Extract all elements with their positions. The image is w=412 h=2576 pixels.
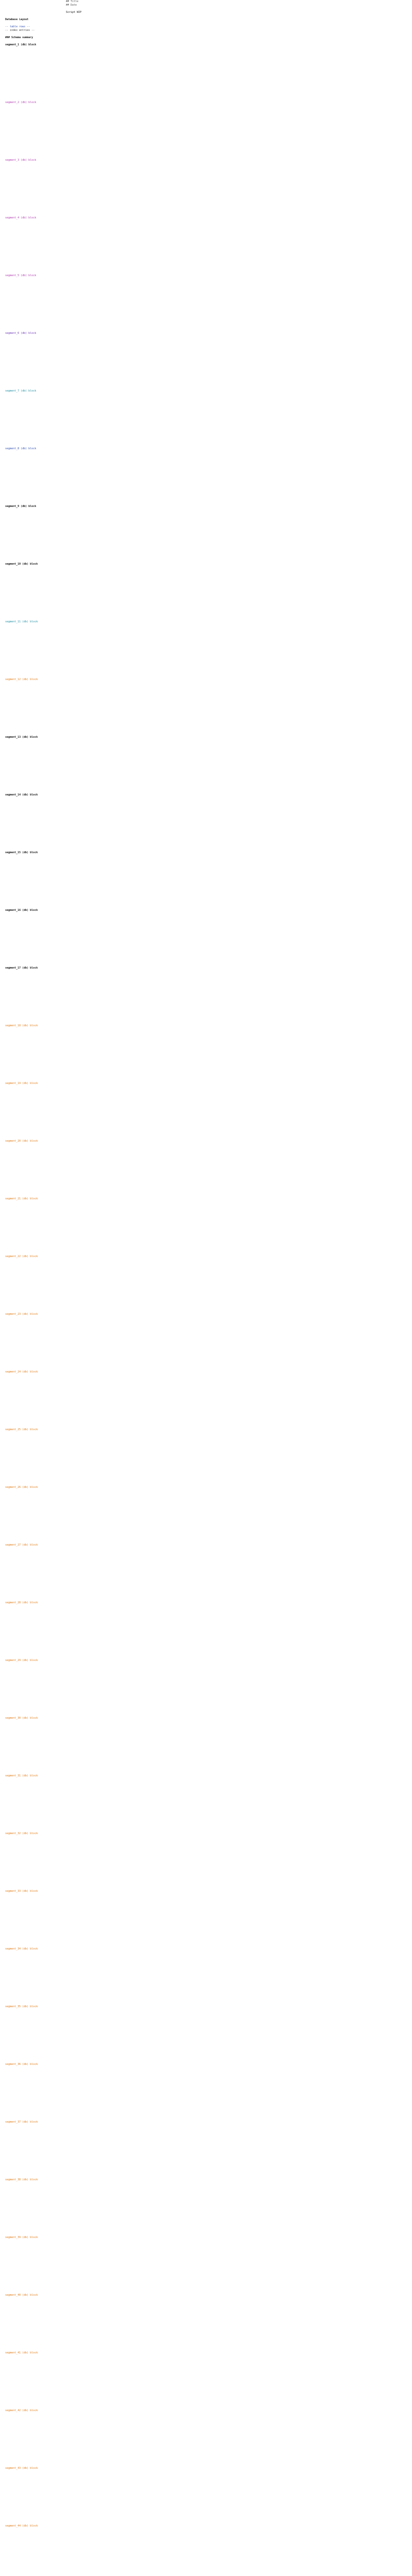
block-item xyxy=(5,2059,82,2117)
block-item xyxy=(5,40,82,97)
block-label: segment_41 (db) block xyxy=(5,2351,38,2354)
block-label: segment_10 (db) block xyxy=(5,563,38,566)
block-label: segment_25 (db) block xyxy=(5,1428,38,1431)
block-item xyxy=(5,328,82,386)
block-item xyxy=(5,2175,82,2232)
block-label: segment_6 (db) block xyxy=(5,332,37,335)
block-label: segment_9 (db) block xyxy=(5,505,37,508)
block-item xyxy=(5,963,82,1021)
block-item xyxy=(5,1828,82,1886)
block-item xyxy=(5,386,82,444)
block-label: segment_11 (db) block xyxy=(5,620,38,623)
block-item xyxy=(5,674,82,732)
block-label: segment_40 (db) block xyxy=(5,2294,38,2297)
block-item xyxy=(5,1078,82,1136)
block-label: segment_29 (db) block xyxy=(5,1659,38,1662)
block-item xyxy=(5,1944,82,2002)
block-item xyxy=(5,905,82,963)
block-label: segment_3 (db) block xyxy=(5,159,37,162)
block-label: segment_12 (db) block xyxy=(5,678,38,681)
block-item xyxy=(5,1482,82,1540)
block-item xyxy=(5,1021,82,1078)
block-label: segment_35 (db) block xyxy=(5,2005,38,2008)
block-label: segment_23 (db) block xyxy=(5,1313,38,1316)
text-column xyxy=(5,0,82,2576)
block-label: segment_15 (db) block xyxy=(5,851,38,854)
block-item xyxy=(5,155,82,213)
block-label: segment_7 (db) block xyxy=(5,389,37,393)
block-item xyxy=(5,444,82,501)
block-label: segment_28 (db) block xyxy=(5,1601,38,1604)
block-item xyxy=(5,1713,82,1771)
block-label: segment_14 (db) block xyxy=(5,793,38,796)
blocks-list xyxy=(5,40,82,2576)
block-item xyxy=(5,1425,82,1482)
block-label: segment_38 (db) block xyxy=(5,2178,38,2181)
block-label: segment_22 (db) block xyxy=(5,1255,38,1258)
block-item xyxy=(5,1367,82,1425)
header-line-2: ## Date xyxy=(66,4,77,7)
block-label: segment_36 (db) block xyxy=(5,2063,38,2066)
block-item xyxy=(5,1771,82,1828)
header-line-1: ## Title xyxy=(66,0,79,3)
block-item xyxy=(5,732,82,790)
intro-line-2: -- index entries -- xyxy=(5,29,35,32)
block-label: segment_26 (db) block xyxy=(5,1486,38,1489)
block-label: segment_32 (db) block xyxy=(5,1832,38,1835)
block-label: segment_19 (db) block xyxy=(5,1082,38,1085)
block-item xyxy=(5,2348,82,2405)
block-label: segment_21 (db) block xyxy=(5,1197,38,1200)
block-item xyxy=(5,1136,82,1194)
block-item xyxy=(5,2463,82,2521)
block-label: segment_34 (db) block xyxy=(5,1947,38,1951)
block-label: segment_5 (db) block xyxy=(5,274,37,277)
block-item xyxy=(5,1251,82,1309)
block-label: segment_44 (db) block xyxy=(5,2524,38,2528)
block-label: segment_17 (db) block xyxy=(5,967,38,970)
intro-line-1: -- table rows -- xyxy=(5,25,30,28)
block-item xyxy=(5,790,82,848)
block-label: segment_37 (db) block xyxy=(5,2121,38,2124)
block-label: segment_18 (db) block xyxy=(5,1024,38,1027)
block-item xyxy=(5,2405,82,2463)
block-label: segment_39 (db) block xyxy=(5,2236,38,2239)
block-label: segment_20 (db) block xyxy=(5,1140,38,1143)
block-label: segment_24 (db) block xyxy=(5,1370,38,1374)
block-item xyxy=(5,501,82,559)
intro-line-3: ### Schema summary xyxy=(5,36,33,39)
block-item xyxy=(5,2290,82,2348)
block-item xyxy=(5,2232,82,2290)
block-item xyxy=(5,1194,82,1251)
block-item xyxy=(5,1598,82,1655)
block-label: segment_2 (db) block xyxy=(5,101,37,104)
block-label: segment_43 (db) block xyxy=(5,2467,38,2470)
block-label: segment_33 (db) block xyxy=(5,1890,38,1893)
block-label: segment_27 (db) block xyxy=(5,1544,38,1547)
block-item xyxy=(5,97,82,155)
block-label: segment_1 (db) block xyxy=(5,43,37,46)
block-item xyxy=(5,1309,82,1367)
block-item xyxy=(5,617,82,674)
block-label: segment_31 (db) block xyxy=(5,1774,38,1777)
block-label: segment_8 (db) block xyxy=(5,447,37,450)
block-item xyxy=(5,1655,82,1713)
block-item xyxy=(5,1886,82,1944)
block-item xyxy=(5,2002,82,2059)
block-item xyxy=(5,848,82,905)
block-item xyxy=(5,2117,82,2175)
subtitle: Database Layout xyxy=(5,18,29,21)
block-label: segment_16 (db) block xyxy=(5,909,38,912)
block-item xyxy=(5,270,82,328)
block-item xyxy=(5,1540,82,1598)
block-label: segment_42 (db) block xyxy=(5,2409,38,2412)
block-item xyxy=(5,559,82,617)
section-title: Script WIP xyxy=(66,11,82,14)
block-item xyxy=(5,213,82,270)
block-item xyxy=(5,2521,82,2576)
block-label: segment_30 (db) block xyxy=(5,1717,38,1720)
block-label: segment_13 (db) block xyxy=(5,736,38,739)
block-label: segment_4 (db) block xyxy=(5,216,37,219)
